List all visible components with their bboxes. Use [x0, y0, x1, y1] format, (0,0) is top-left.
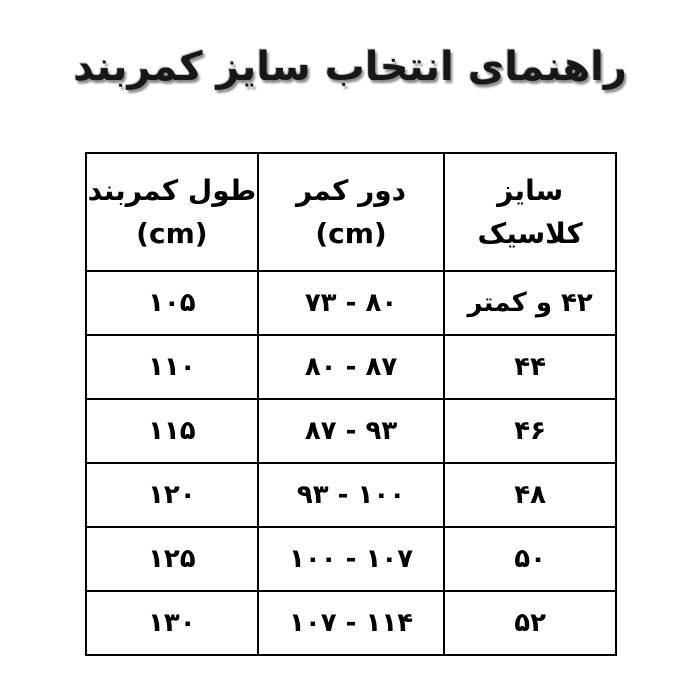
cell-waist [258, 463, 445, 527]
cell-classic-size [444, 271, 616, 335]
header-waist-label: دور کمر [295, 173, 407, 207]
table-row [86, 527, 616, 591]
cell-classic-size [444, 527, 616, 591]
table-row [86, 591, 616, 655]
cell-belt-length-value: ۱۳۰ [148, 608, 196, 638]
table-row [86, 271, 616, 335]
header-waist [258, 153, 445, 271]
cell-waist-value: ۸۰ - ۸۷ [304, 352, 398, 382]
header-belt-length [86, 153, 258, 271]
cell-classic-size [444, 463, 616, 527]
cell-belt-length [86, 335, 258, 399]
cell-classic-size-value: ۴۴ [514, 352, 547, 382]
table-row [86, 463, 616, 527]
cell-classic-size [444, 335, 616, 399]
cell-waist-value: ۱۰۰ - ۱۰۷ [288, 544, 414, 574]
cell-belt-length [86, 271, 258, 335]
cell-belt-length [86, 399, 258, 463]
cell-belt-length [86, 527, 258, 591]
header-classic-size [444, 153, 616, 271]
header-waist-unit: (cm) [315, 217, 387, 250]
table-header-row [86, 153, 616, 271]
cell-waist-value: ۷۳ - ۸۰ [304, 288, 398, 318]
header-belt-length-label: طول کمربند [87, 173, 257, 207]
cell-classic-size-value: ۵۲ [514, 608, 547, 638]
cell-waist [258, 399, 445, 463]
cell-belt-length-value: ۱۱۵ [148, 416, 196, 446]
size-guide-table [85, 152, 617, 656]
cell-belt-length-value: ۱۲۵ [148, 544, 196, 574]
table-header [86, 153, 616, 271]
cell-belt-length [86, 591, 258, 655]
page-title: راهنمای انتخاب سایز کمربند [73, 44, 627, 90]
table-body [86, 271, 616, 655]
cell-waist-value: ۹۳ - ۱۰۰ [296, 480, 406, 510]
table-row [86, 399, 616, 463]
header-belt-length-unit: (cm) [136, 217, 208, 250]
cell-classic-size [444, 399, 616, 463]
header-classic-size-line2: کلاسیک [477, 217, 583, 250]
table-row [86, 335, 616, 399]
cell-belt-length [86, 463, 258, 527]
cell-classic-size-value: ۴۶ [514, 416, 547, 446]
cell-waist-value: ۸۷ - ۹۳ [304, 416, 398, 446]
header-classic-size-line1: سایز [497, 173, 564, 207]
cell-classic-size [444, 591, 616, 655]
cell-waist [258, 335, 445, 399]
cell-waist [258, 591, 445, 655]
cell-classic-size-value: ۴۲ و کمتر [467, 288, 593, 318]
cell-belt-length-value: ۱۰۵ [148, 288, 196, 318]
cell-waist-value: ۱۰۷ - ۱۱۴ [288, 608, 414, 638]
cell-classic-size-value: ۵۰ [514, 544, 547, 574]
cell-waist [258, 527, 445, 591]
cell-belt-length-value: ۱۲۰ [148, 480, 196, 510]
cell-waist [258, 271, 445, 335]
cell-belt-length-value: ۱۱۰ [148, 352, 196, 382]
cell-classic-size-value: ۴۸ [514, 480, 547, 510]
